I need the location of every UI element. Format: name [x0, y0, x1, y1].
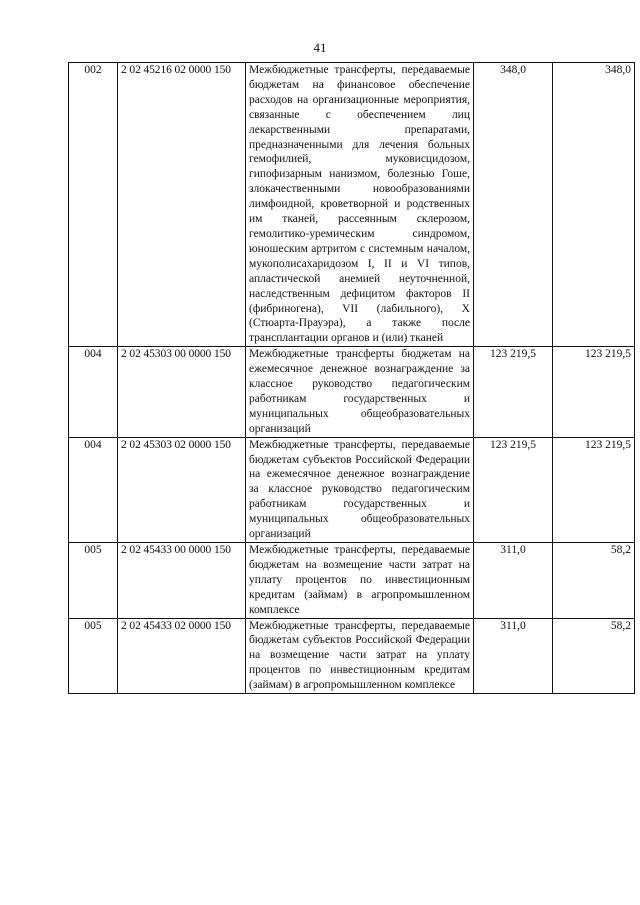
- admin-code-cell: 004: [69, 347, 118, 437]
- table-row: [69, 347, 635, 437]
- admin-code-cell: 002: [69, 63, 118, 347]
- amount-cell-1: 311,0: [474, 618, 553, 694]
- budget-code-cell: 2 02 45303 00 0000 150: [118, 347, 246, 437]
- table-row: [69, 618, 635, 694]
- table-row: [69, 543, 635, 619]
- description-cell: Межбюджетные трансферты, передаваемые бюджетам на финансовое обеспечение расходов на организационные мероприятия, связанные с обеспечением лиц лекарственными препаратами, предназначенными для лечения больных гемофилией, муковисцидозом, гипофизарным нанизмом, болезнью Гоше, злокачественными новообразованиями лимфоидной, кроветворной и родственных им тканей, рассеянным склерозом, гемолитико-уремическим синдромом, юношеским артритом с системным началом, мукополисахаридозом I, II и VI типов, апластической анемией неуточненной, наследственным дефицитом факторов II (фибриногена), VII (лабильного), X (Стюарта-Прауэра), а также после трансплантации органов и (или) тканей: [246, 63, 474, 347]
- admin-code-cell: 005: [69, 543, 118, 619]
- budget-table: [68, 62, 635, 694]
- budget-code-cell: 2 02 45433 00 0000 150: [118, 543, 246, 619]
- budget-code-cell: 2 02 45303 02 0000 150: [118, 437, 246, 542]
- amount-cell-2: 348,0: [553, 63, 635, 347]
- table-row: [69, 437, 635, 542]
- amount-cell-2: 123 219,5: [553, 347, 635, 437]
- amount-cell-2: 58,2: [553, 618, 635, 694]
- description-cell: Межбюджетные трансферты, передаваемые бюджетам субъектов Российской Федерации на возмещение части затрат на уплату процентов по инвестиционным кредитам (займам) в агропромышленном комплексе: [246, 618, 474, 694]
- page-number: 41: [313, 40, 327, 55]
- amount-cell-1: 348,0: [474, 63, 553, 347]
- amount-cell-1: 123 219,5: [474, 437, 553, 542]
- amount-cell-2: 58,2: [553, 543, 635, 619]
- budget-code-cell: 2 02 45216 02 0000 150: [118, 63, 246, 347]
- budget-code-cell: 2 02 45433 02 0000 150: [118, 618, 246, 694]
- table-row: [69, 63, 635, 347]
- admin-code-cell: 004: [69, 437, 118, 542]
- amount-cell-1: 311,0: [474, 543, 553, 619]
- admin-code-cell: 005: [69, 618, 118, 694]
- description-cell: Межбюджетные трансферты, передаваемые бюджетам на возмещение части затрат на уплату процентов по инвестиционным кредитам (займам) в агропромышленном комплексе: [246, 543, 474, 619]
- description-cell: Межбюджетные трансферты, передаваемые бюджетам субъектов Российской Федерации на ежемесячное денежное вознаграждение за классное руководство педагогическим работникам государственных и муниципальных общеобразовательных организаций: [246, 437, 474, 542]
- amount-cell-1: 123 219,5: [474, 347, 553, 437]
- description-cell: Межбюджетные трансферты бюджетам на ежемесячное денежное вознаграждение за классное руководство педагогическим работникам государственных и муниципальных общеобразовательных организаций: [246, 347, 474, 437]
- amount-cell-2: 123 219,5: [553, 437, 635, 542]
